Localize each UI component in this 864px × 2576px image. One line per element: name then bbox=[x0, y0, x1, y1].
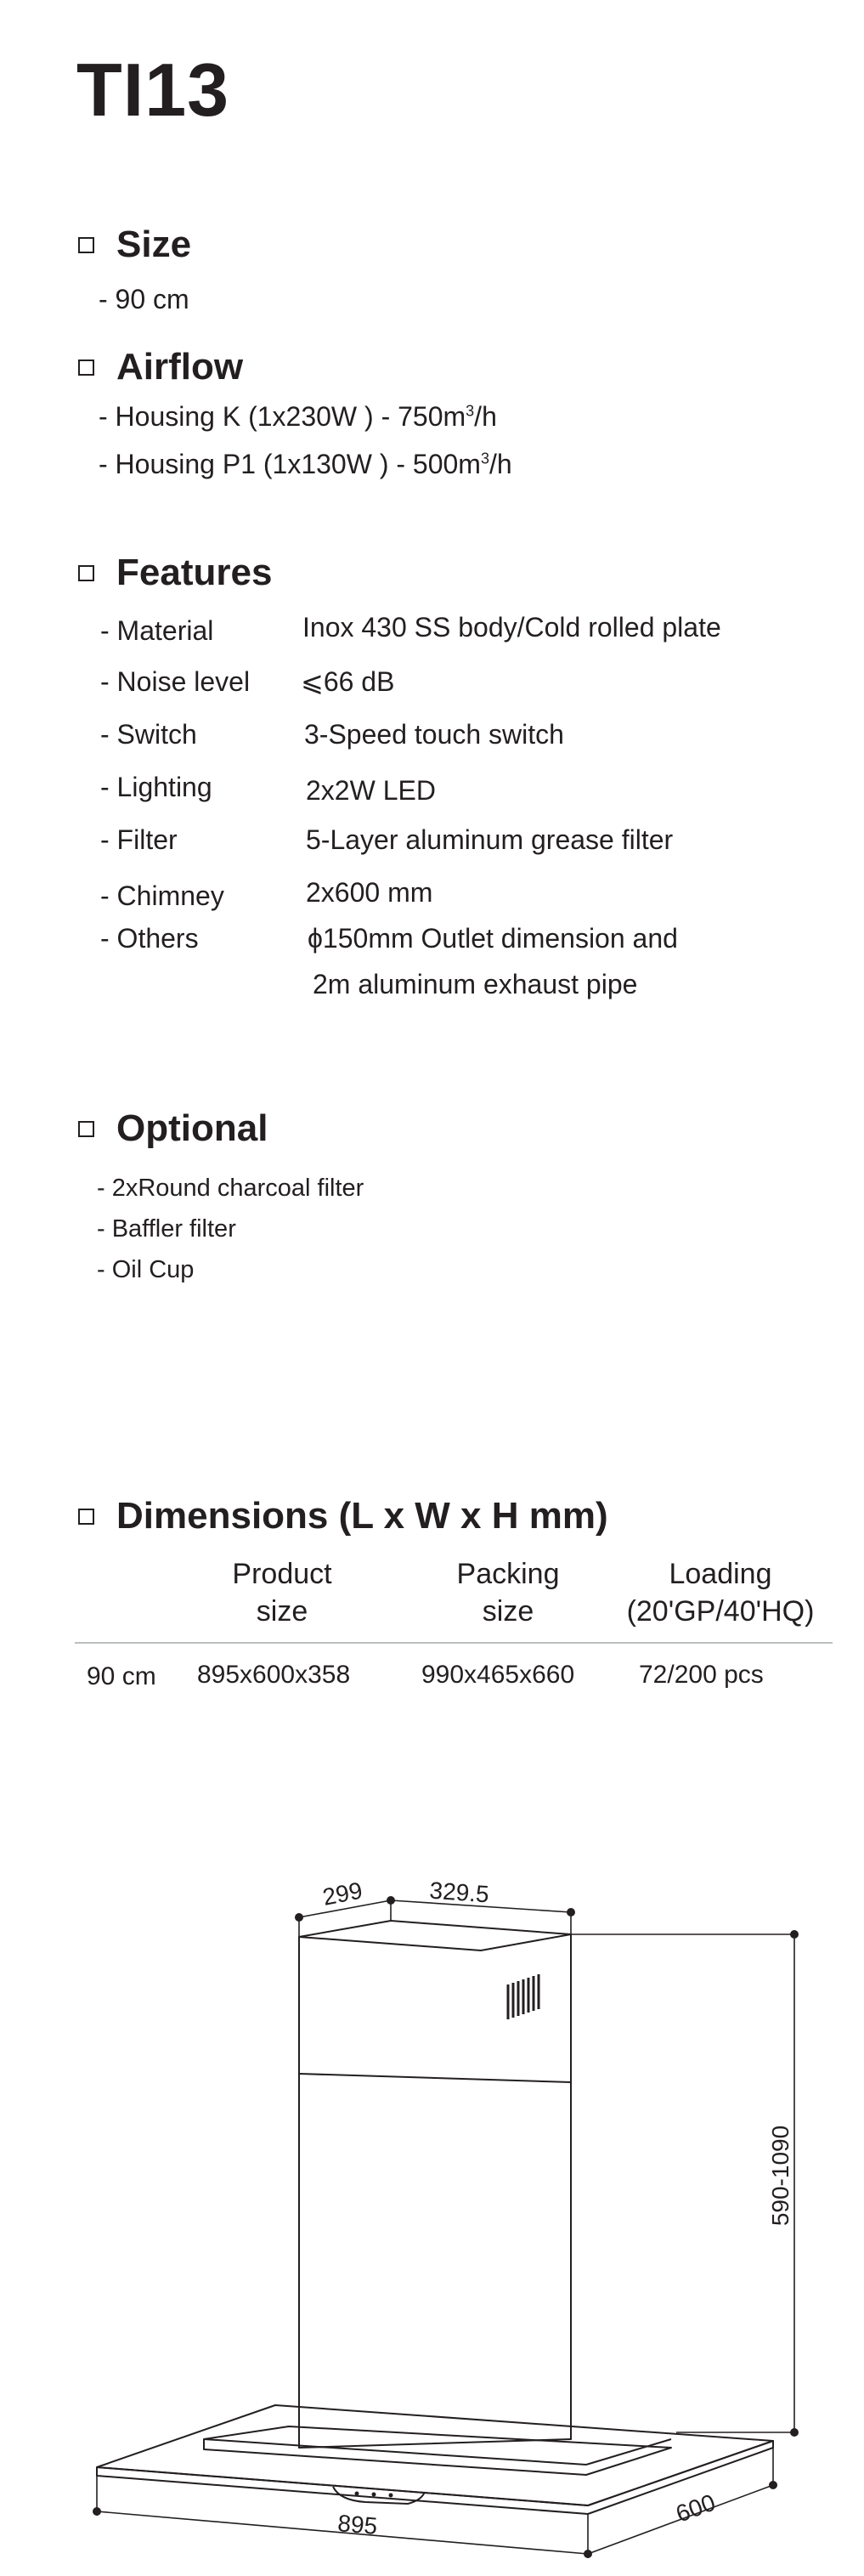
chimney-base-plate bbox=[204, 2426, 671, 2475]
airflow-item-tail: /h bbox=[488, 449, 512, 479]
canopy-front-edge bbox=[97, 2441, 773, 2514]
base-plate-edge bbox=[204, 2439, 586, 2465]
optional-section-title: Optional bbox=[116, 1107, 268, 1149]
table-header-line: size bbox=[482, 1595, 534, 1628]
size-section-title: Size bbox=[116, 224, 192, 265]
airflow-item-sup: 3 bbox=[480, 450, 489, 467]
feature-value: 3-Speed touch switch bbox=[304, 719, 564, 750]
table-cell-loading: 72/200 pcs bbox=[639, 1661, 764, 1689]
feature-label: - Chimney bbox=[100, 880, 224, 911]
dimension-endpoints bbox=[93, 1896, 799, 2558]
feature-value: 2x2W LED bbox=[306, 775, 436, 806]
table-header-line: Loading bbox=[669, 1558, 772, 1590]
feature-value: ⩽66 dB bbox=[301, 666, 395, 697]
optional-item: - Baffler filter bbox=[97, 1215, 236, 1243]
feature-label: - Lighting bbox=[100, 772, 212, 802]
table-cell-packing-size: 990x465x660 bbox=[421, 1661, 575, 1689]
feature-value: 2x600 mm bbox=[306, 877, 433, 908]
dim-label-top-depth: 299 bbox=[320, 1877, 365, 1911]
optional-item: - 2xRound charcoal filter bbox=[97, 1175, 364, 1202]
feature-value-line2: 2m aluminum exhaust pipe bbox=[313, 969, 638, 999]
dim-label-top-width: 329.5 bbox=[428, 1877, 490, 1908]
table-header-line: size bbox=[256, 1595, 308, 1628]
chimney-top-face bbox=[299, 1921, 571, 1950]
table-cell-size: 90 cm bbox=[87, 1662, 156, 1690]
table-cell-product-size: 895x600x358 bbox=[197, 1661, 351, 1689]
table-header-line: Product bbox=[232, 1558, 332, 1590]
feature-value: ϕ150mm Outlet dimension and bbox=[308, 923, 678, 954]
table-header-line: Packing bbox=[456, 1558, 560, 1590]
feature-label: - Material bbox=[100, 615, 214, 646]
vent-grille-icon bbox=[508, 1974, 539, 2019]
airflow-item-tail: /h bbox=[474, 401, 497, 432]
product-title: TI13 bbox=[76, 48, 230, 132]
airflow-item-sup: 3 bbox=[466, 402, 475, 420]
feature-label: - Noise level bbox=[100, 666, 251, 697]
airflow-section-title: Airflow bbox=[116, 346, 244, 388]
features-section-title: Features bbox=[116, 552, 273, 593]
dim-label-width: 895 bbox=[336, 2510, 379, 2540]
dim-label-height: 590-1090 bbox=[767, 2125, 793, 2227]
table-header-line: (20'GP/40'HQ) bbox=[626, 1595, 815, 1628]
feature-label: - Others bbox=[100, 923, 199, 954]
size-item: - 90 cm bbox=[99, 284, 189, 314]
dim-label-depth: 600 bbox=[672, 2488, 720, 2528]
optional-item: - Oil Cup bbox=[97, 1256, 195, 1283]
feature-label: - Switch bbox=[100, 719, 197, 750]
airflow-item-text: - Housing K (1x230W ) - 750m bbox=[99, 401, 466, 432]
dimensions-section-title: Dimensions (L x W x H mm) bbox=[116, 1495, 608, 1537]
airflow-item-text: - Housing P1 (1x130W ) - 500m bbox=[99, 449, 481, 479]
chimney-joint-line bbox=[299, 2074, 571, 2082]
feature-value: Inox 430 SS body/Cold rolled plate bbox=[302, 612, 721, 643]
feature-label: - Filter bbox=[100, 824, 178, 855]
feature-value: 5-Layer aluminum grease filter bbox=[306, 824, 674, 855]
